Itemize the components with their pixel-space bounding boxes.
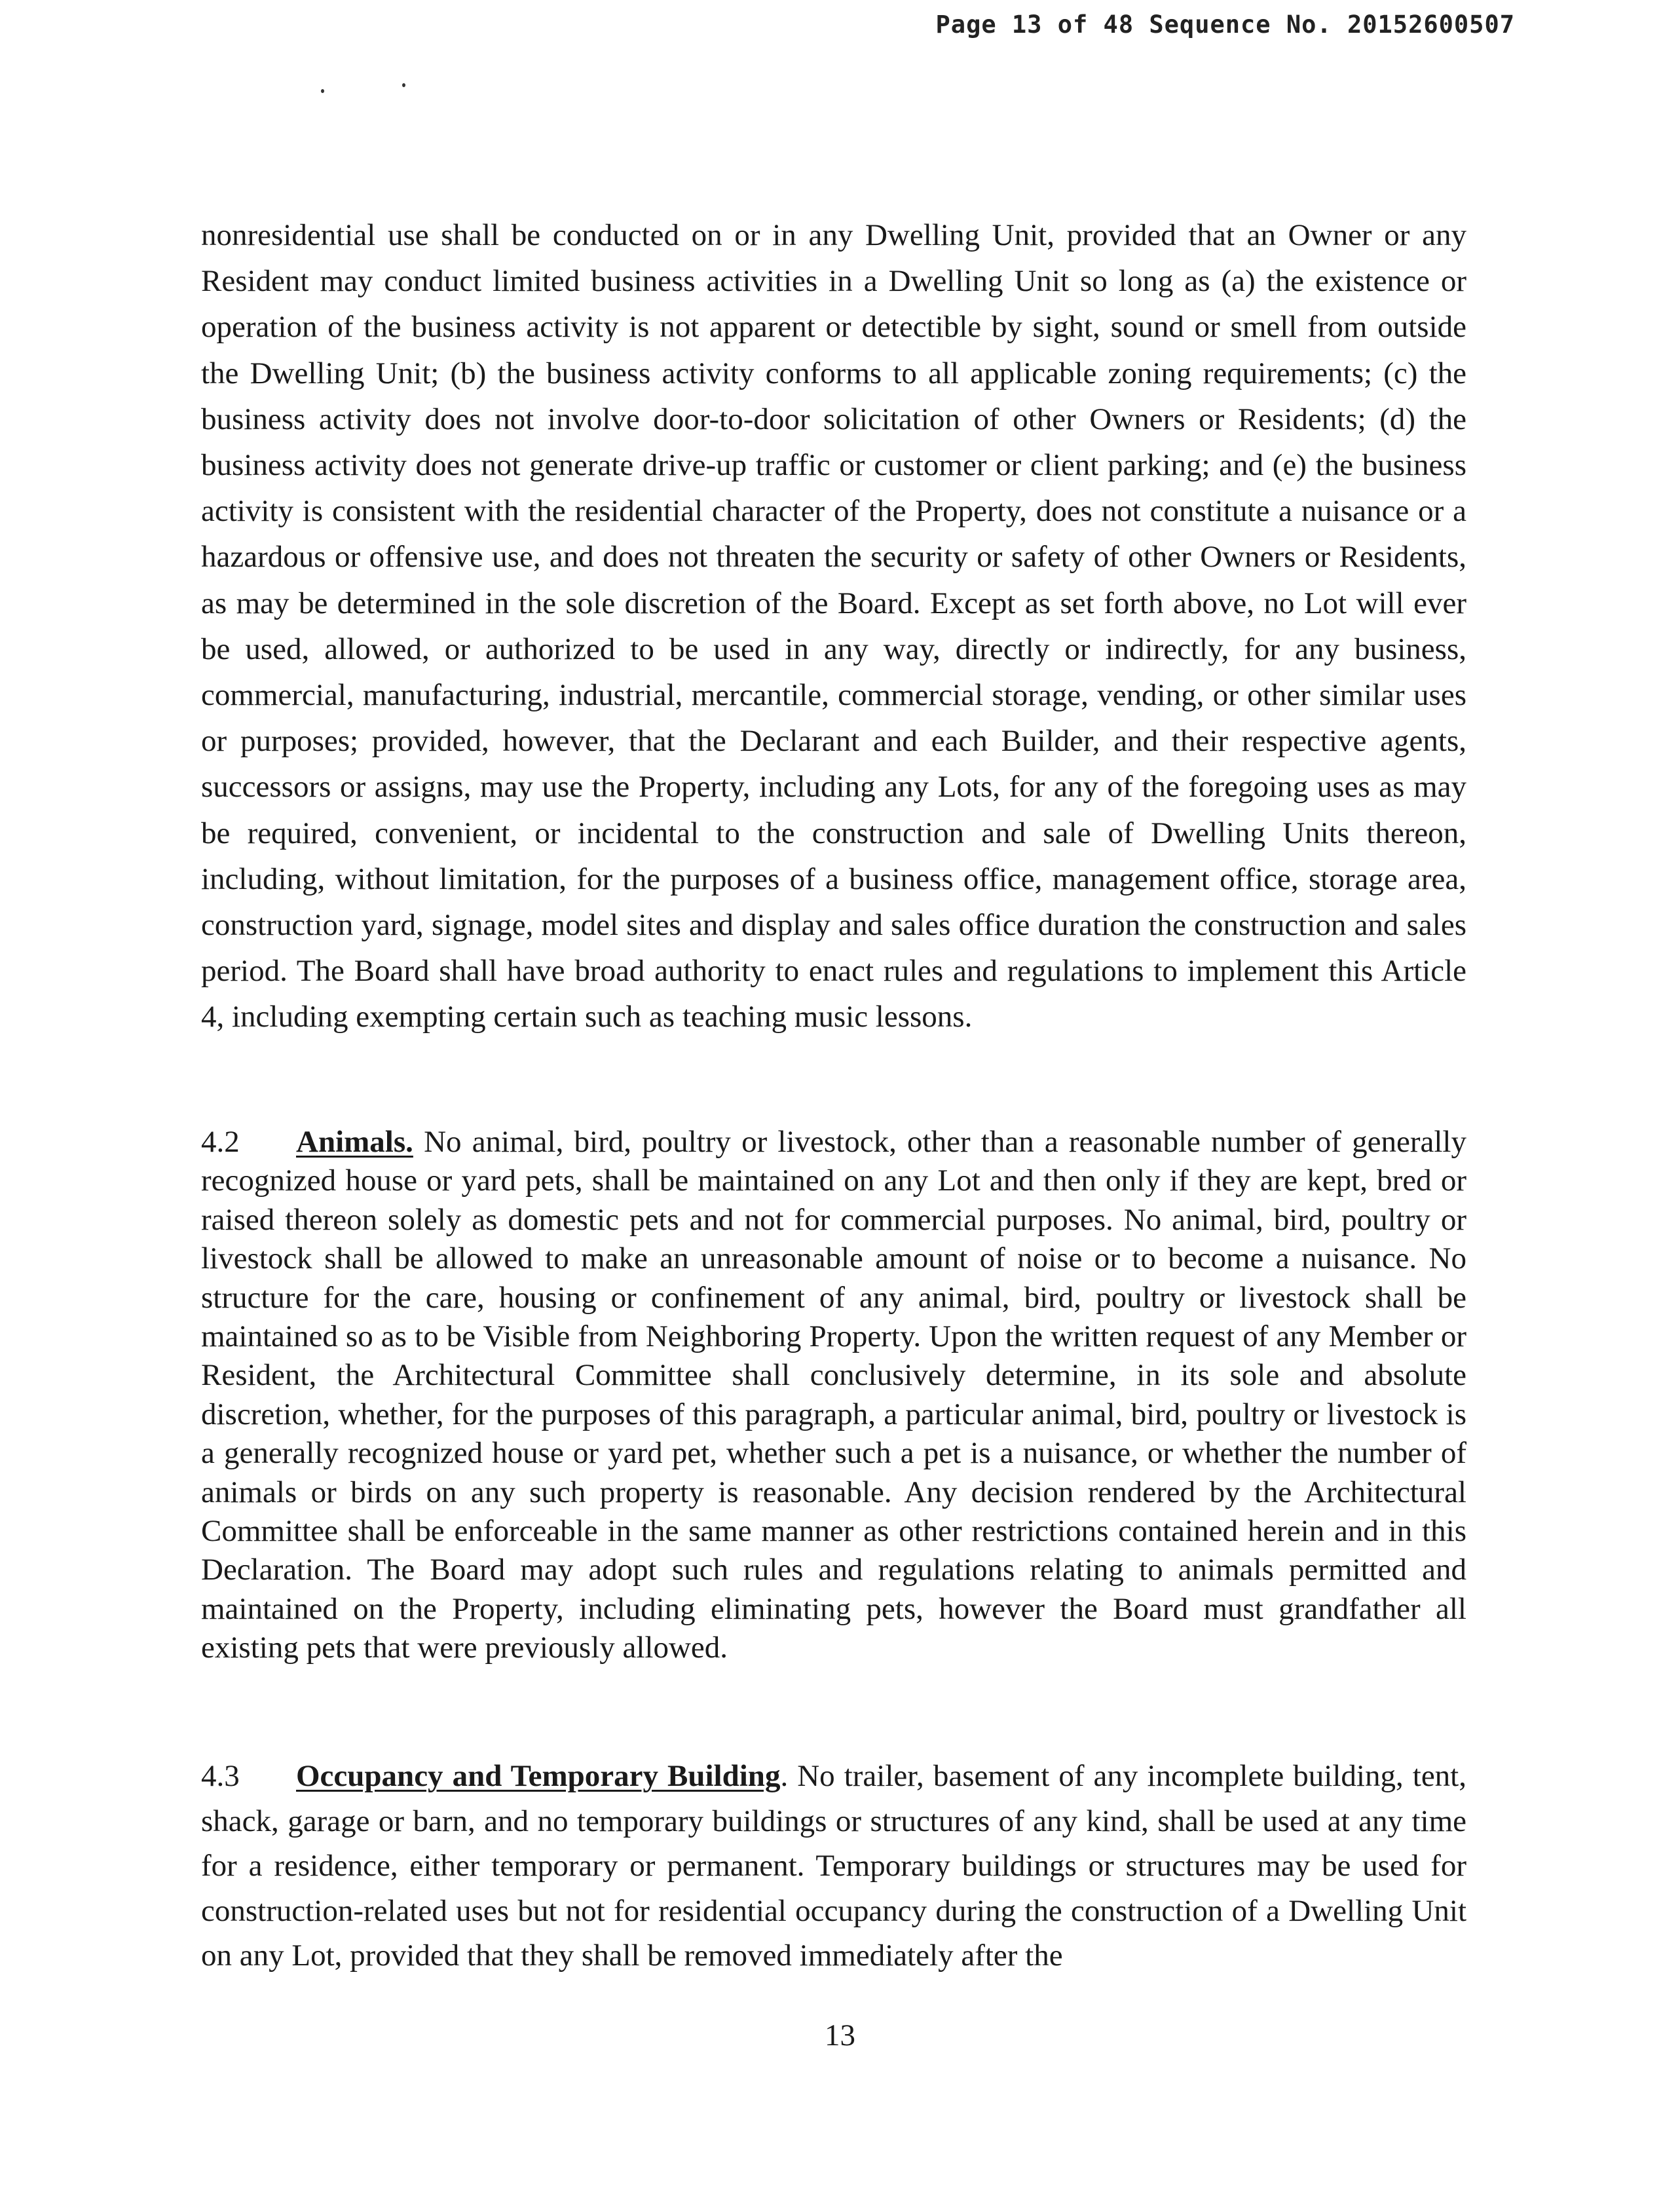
page-number: 13 bbox=[825, 2018, 855, 2052]
section-heading: Animals. bbox=[296, 1125, 413, 1159]
section-animals bbox=[201, 1123, 1466, 1668]
continuation-paragraph: nonresidential use shall be conducted on or in any Dwelling Unit, provided that an Owner or any Resident may conduct limited business activities in a Dwelling Unit so long as (a) the existence or operation of the business activity is not apparent or detectible by sight, sound or smell from outside the Dwelling Unit; (b) the business activity conforms to all applicable zoning requirements; (c) the business activity does not involve door-to-door solicitation of other Owners or Residents; (d) the business activity does not generate drive-up traffic or customer or client parking; and (e) the business activity is consistent with the residential character of the Property, does not constitute a nuisance or a hazardous or offensive use, and does not threaten the security or safety of other Owners or Residents, as may be determined in the sole discretion of the Board. Except as set forth above, no Lot will ever be used, allowed, or authorized to be used in any way, directly or indirectly, for any business, commercial, manufacturing, industrial, mercantile, commercial storage, vending, or other similar uses or purposes; provided, however, that the Declarant and each Builder, and their respective agents, successors or assigns, may use the Property, including any Lots, for any of the foregoing uses as may be required, convenient, or incidental to the construction and sale of Dwelling Units thereon, including, without limitation, for the purposes of a business office, management office, storage area, construction yard, signage, model sites and display and sales office duration the construction and sales period. The Board shall have broad authority to enact rules and regulations to implement this Article 4, including exempting certain such as teaching music lessons. bbox=[201, 218, 1466, 1034]
scan-speck bbox=[402, 83, 405, 87]
sequence-stamp: Page 13 of 48 Sequence No. 20152600507 bbox=[935, 10, 1515, 39]
section-number: 4.2 bbox=[201, 1125, 240, 1159]
section-body: . No trailer, basement of any incomplete building, tent, shack, garage or barn, and no temporary buildings or structures of any kind, shall be used at any time for a residence, either temporary or permanent. Temporary buildings or structures may be used for construction-related uses but not for residential occupancy during the construction of a Dwelling Unit on any Lot, provided that they shall be removed immediately after the bbox=[201, 1759, 1466, 1973]
scan-speck bbox=[321, 89, 324, 93]
section-occupancy bbox=[201, 1754, 1466, 1978]
section-body: No animal, bird, poultry or livestock, other than a reasonable number of generally recognized house or yard pets, shall be maintained on any Lot and then only if they are kept, bred or raised thereon solely as domestic pets and not for commercial purposes. No animal, bird, poultry or livestock shall be allowed to make an unreasonable amount of noise or to become a nuisance. No structure for the care, housing or confinement of any animal, bird, poultry or livestock shall be maintained so as to be Visible from Neighboring Property. Upon the written request of any Member or Resident, the Architectural Committee shall conclusively determine, in its sole and absolute discretion, whether, for the purposes of this paragraph, a particular animal, bird, poultry or livestock is a generally recognized house or yard pet, whether such a pet is a nuisance, or whether the number of animals or birds on any such property is reasonable. Any decision rendered by the Architectural Committee shall be enforceable in the same manner as other restrictions contained herein and in this Declaration. The Board may adopt such rules and regulations relating to animals permitted and maintained on the Property, including eliminating pets, however the Board must grandfather all existing pets that were previously allowed. bbox=[201, 1125, 1466, 1665]
section-heading: Occupancy and Temporary Building bbox=[296, 1759, 781, 1793]
section-number: 4.3 bbox=[201, 1759, 240, 1793]
